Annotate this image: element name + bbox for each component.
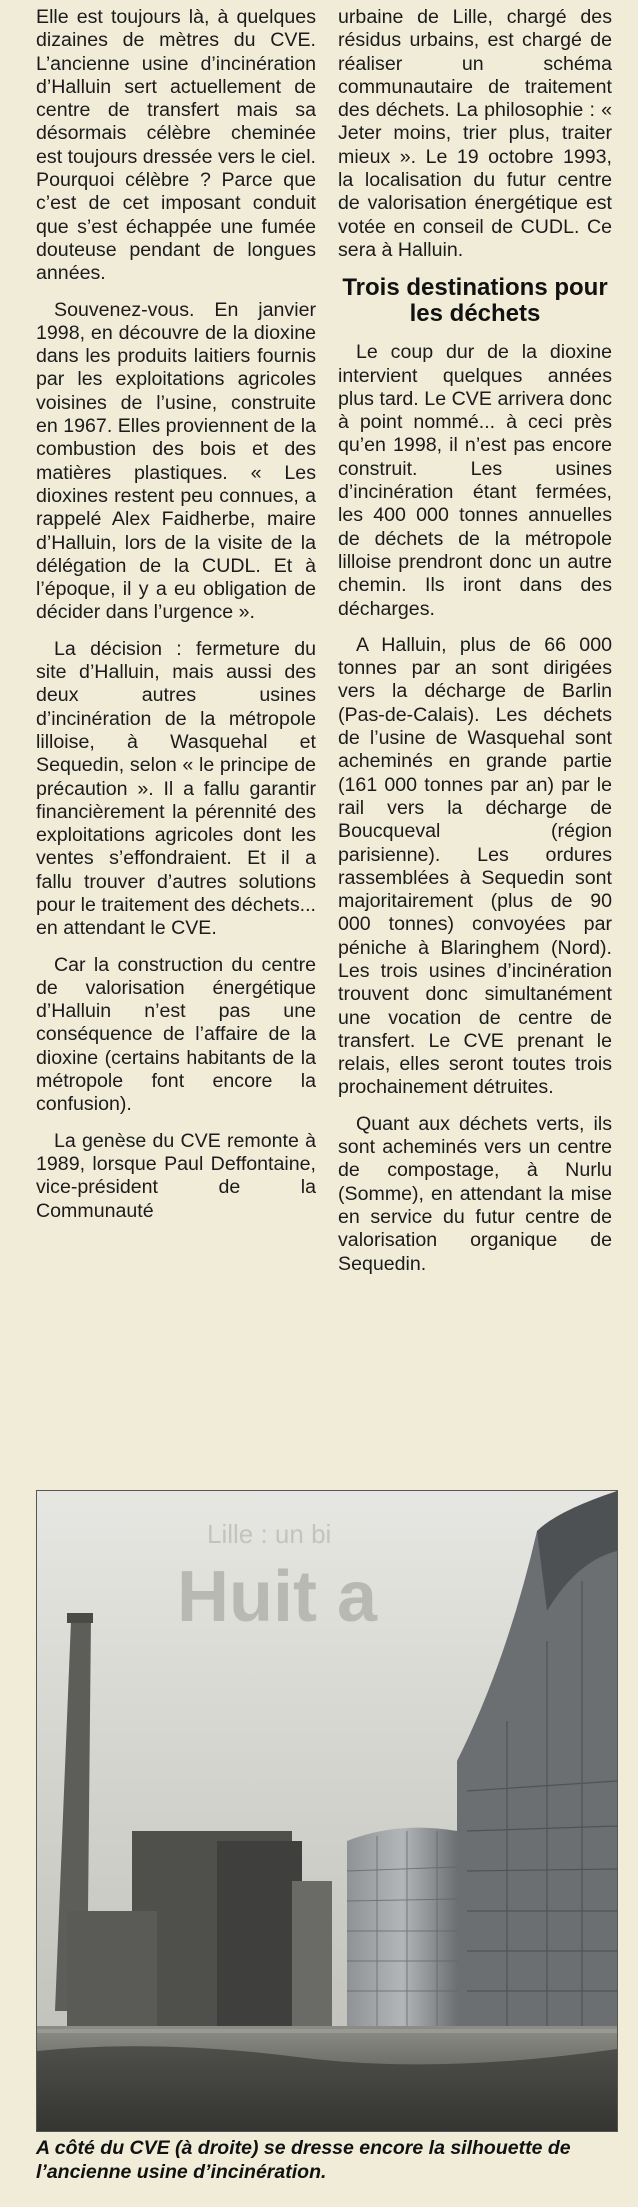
paragraph-dioxin-discovery: Souvenez-vous. En janvier 1998, en découvre de la dioxine dans les produits laitiers fournis par les exploitations agricoles voisines de l’usine, construite en 1967. Elles proviennent de la combustion des bois et des matières plastiques. « Les dioxines restent peu connues, a rappelé Alex Faidherbe, maire d’Halluin, lors de la visite de la délégation de la CUDL. Et à l’époque, il y a eu obligation de décider dans l’urgence ».: [36, 298, 316, 624]
photo-caption: A côté du CVE (à droite) se dresse encore la silhouette de l’ancienne usine d’incinération.: [36, 2137, 571, 2183]
photo-illustration: [37, 1491, 617, 2131]
paragraph-cve-genesis-continued: urbaine de Lille, chargé des résidus urbains, est chargé de réaliser un schéma communautaire de traitement des déchets. La philosophie : « Jeter moins, trier plus, traiter mieux ». Le 19 octobre 1993, la localisation du futur centre de valorisation énergétique est votée en conseil de CUDL. Ce sera à Halluin.: [338, 6, 612, 261]
photo-background-text-top: Lille : un bi: [207, 1519, 332, 1549]
paragraph-dioxin-blow: Le coup dur de la dioxine intervient quelques années plus tard. Le CVE arrivera donc à point nommé... à ceci près qu’en 1998, il n’est pas encore construit. Les usines d’incinération étant fermées, les 400 000 tonnes annuelles de déchets de la métropole lilloise prendront donc un autre chemin. Ils iront dans des décharges.: [338, 341, 612, 620]
paragraph-closure-decision: La décision : fermeture du site d’Halluin, mais aussi des deux autres usines d’incinération de la métropole lilloise, à Wasquehal et Sequedin, selon « le principe de précaution ». Il a fallu garantir financièrement la pérennité des exploitations agricoles dont les ventes s’effondraient. Et il a fallu trouver d’autres solutions pour le traitement des déchets... en attendant le CVE.: [36, 637, 316, 940]
cve-glass-building: [347, 1828, 457, 2031]
paragraph-cve-genesis: La genèse du CVE remonte à 1989, lorsque Paul Deffontaine, vice-président de la Communauté: [36, 1129, 316, 1222]
subheading: Trois destinations pour les déchets: [342, 274, 608, 328]
paragraph-waste-destinations: A Halluin, plus de 66 000 tonnes par an sont dirigées vers la décharge de Barlin (Pas-de-Calais). Les déchets de l’usine de Wasquehal sont acheminés en grande partie (161 000 tonnes par an) par le rail vers la décharge de Boucqueval (région parisienne). Les ordures rassemblées à Sequedin sont majoritairement (plus de 90 000 tonnes) convoyées par péniche à Blaringhem (Nord). Les trois usines d’incinération trouvent donc simultanément une vocation de centre de transfert. Le CVE prenant le relais, elles seront toutes trois prochainement détruites.: [338, 633, 612, 1099]
paragraph-green-waste: Quant aux déchets verts, ils sont acheminés vers un centre de compostage, à Nurlu (Somme), en attendant la mise en service du futur centre de valorisation organique de Sequedin.: [338, 1112, 612, 1275]
paragraph-chimney: Elle est toujours là, à quelques dizaines de mètres du CVE. L’ancienne usine d’incinération d’Halluin sert actuellement de centre de transfert mais sa désormais célèbre cheminée est toujours dressée vers le ciel. Pourquoi célèbre ? Parce que c’est de cet imposant conduit que s’est échappée une fumée douteuse pendant de longues années.: [36, 6, 316, 285]
paragraph-cve-not-consequence: Car la construction du centre de valorisation énergétique d’Halluin n’est pas une conséquence de l’affaire de la dioxine (certains habitants de la métropole font encore la confusion).: [36, 953, 316, 1116]
photo-incineration-plant: [36, 1490, 618, 2132]
article-right-column: [338, 6, 612, 1289]
photo-background-text-big: Huit a: [177, 1557, 378, 1637]
article-left-column: [36, 6, 316, 1236]
